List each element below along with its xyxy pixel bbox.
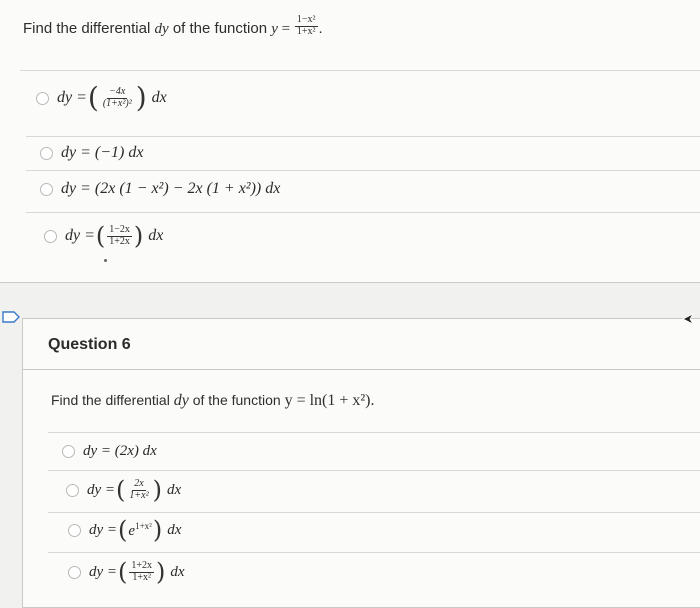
prompt-mid-text: of the function <box>188 392 285 408</box>
prompt-frac-den: 1+x² <box>296 25 316 37</box>
q5-option-1[interactable] <box>36 81 167 114</box>
header-divider <box>23 369 700 370</box>
q6-option-2[interactable] <box>66 478 181 502</box>
right-paren: ) <box>152 476 162 504</box>
right-paren: ) <box>133 222 144 250</box>
right-paren: ) <box>156 558 166 586</box>
radio-button[interactable] <box>36 92 49 105</box>
frac-den: 1+x² <box>129 489 149 501</box>
option-lhs: dy = <box>87 481 116 498</box>
frac-num: −4x <box>109 86 126 97</box>
option-lhs: dy = <box>65 227 95 244</box>
prompt-dy: dy <box>154 20 169 37</box>
option-rhs: dx <box>151 89 167 106</box>
option-text: dy = (−1) dx <box>61 144 144 161</box>
question-5-prompt <box>23 14 323 40</box>
separator <box>26 170 700 171</box>
right-paren: ) <box>135 81 147 114</box>
option-fraction <box>129 561 154 583</box>
separator <box>48 552 700 553</box>
left-paren: ( <box>118 558 128 586</box>
option-text: dy = (2x) dx <box>83 443 157 459</box>
radio-button[interactable] <box>40 183 53 196</box>
radio-button[interactable] <box>40 147 53 160</box>
prompt-y: y <box>271 20 278 37</box>
option-lhs: dy = <box>89 521 118 538</box>
q5-option-3[interactable] <box>40 180 280 198</box>
frac-den: 1+x² <box>132 571 152 583</box>
left-paren: ( <box>87 81 99 114</box>
radio-button[interactable] <box>68 524 81 537</box>
option-text: dy = (2x (1 − x²) − 2x (1 + x²)) dx <box>61 180 281 197</box>
prompt-frac-num: 1−x² <box>296 14 316 25</box>
left-paren: ( <box>116 476 126 504</box>
frac-num: 2x <box>134 478 144 489</box>
prompt-fraction <box>295 15 318 37</box>
question-6-prompt <box>51 392 375 410</box>
prompt-text: Find the differential <box>51 392 174 408</box>
flag-icon[interactable] <box>2 311 20 323</box>
q5-option-4[interactable] <box>44 224 163 248</box>
left-paren: ( <box>118 516 128 544</box>
prompt-function: y = ln(1 + x²). <box>284 392 375 409</box>
stray-dot <box>104 259 107 262</box>
option-lhs: dy = <box>89 563 118 580</box>
exp-base: e <box>128 522 136 539</box>
separator <box>26 212 700 213</box>
separator <box>48 470 700 471</box>
q6-option-3[interactable] <box>68 518 181 542</box>
exp-superscript: 1+x² <box>135 520 152 531</box>
option-rhs: dx <box>167 521 182 538</box>
q5-option-2[interactable] <box>40 144 143 162</box>
separator <box>48 512 700 513</box>
prompt-text: Find the differential <box>23 19 155 37</box>
option-fraction <box>107 225 132 247</box>
right-paren: ) <box>152 516 163 544</box>
radio-button[interactable] <box>68 566 81 579</box>
q6-option-1[interactable] <box>62 443 157 460</box>
frac-den: 1+2x <box>109 235 130 247</box>
option-rhs: dx <box>148 227 164 244</box>
frac-den: (1+x²)² <box>102 97 132 109</box>
option-fraction <box>101 87 134 109</box>
prompt-end: . <box>318 19 323 37</box>
prompt-mid-text: of the function <box>168 19 272 37</box>
prompt-eq: = <box>277 20 294 37</box>
frac-num: 1+2x <box>131 560 153 571</box>
separator <box>20 70 700 71</box>
option-lhs: dy = <box>57 89 87 106</box>
exp-term <box>128 521 151 540</box>
q6-option-4[interactable] <box>68 560 185 584</box>
radio-button[interactable] <box>44 230 57 243</box>
separator <box>48 432 700 433</box>
frac-num: 1−2x <box>109 224 130 235</box>
radio-button[interactable] <box>66 484 79 497</box>
question-5-panel <box>0 0 700 283</box>
question-title: Question 6 <box>48 336 131 353</box>
separator <box>26 136 700 137</box>
radio-button[interactable] <box>62 445 75 458</box>
option-fraction <box>127 479 150 501</box>
option-rhs: dx <box>170 563 185 580</box>
left-paren: ( <box>95 222 106 250</box>
option-rhs: dx <box>166 481 182 498</box>
prompt-dy: dy <box>173 392 189 409</box>
mouse-cursor-icon <box>681 312 695 326</box>
